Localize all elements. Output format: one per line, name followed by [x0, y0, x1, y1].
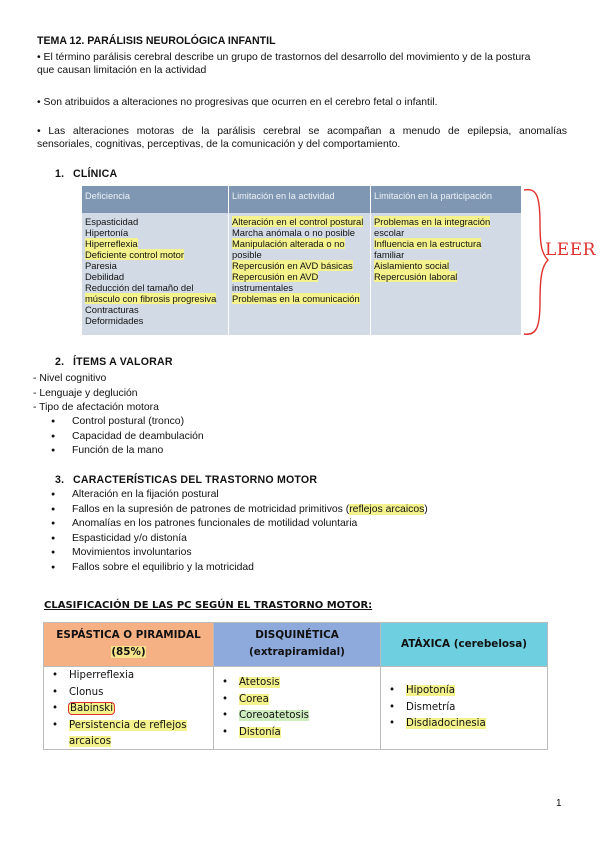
- cell-text: Manipulación alterada o no: [232, 238, 345, 249]
- header-ataxic-label: ATÁXICA (cerebelosa): [401, 638, 527, 650]
- section-1-number: 1.: [55, 168, 65, 180]
- header-spastic-pct-text: (85%): [111, 646, 146, 658]
- list-item-text: ): [424, 503, 428, 515]
- list-item: ● Fallos sobre el equilibrio y la motricidad: [37, 561, 428, 576]
- leer-text: LEER: [545, 240, 596, 260]
- list-item: ● Función de la mano: [37, 444, 204, 459]
- cell: Deformidades: [85, 315, 144, 326]
- header-dyskinetic-sub: (extrapiramidal): [249, 646, 345, 658]
- intro-line-3a: • Las alteraciones motoras de la parálisis cerebral se acompañan a menudo de epilepsia, anomalías: [37, 126, 567, 137]
- list-item: [214, 692, 380, 709]
- cell: [232, 238, 363, 249]
- cell: [85, 249, 216, 260]
- list-item: ● Espasticidad y/o distonía: [37, 532, 428, 547]
- clinical-header-label-1: Deficiencia: [85, 191, 130, 201]
- list-item: • Hiperreflexia: [44, 668, 213, 685]
- list-item: ● Capacidad de deambulación: [37, 430, 204, 445]
- cell-text: Hiperreflexia: [85, 238, 138, 249]
- cell: posible: [232, 249, 262, 260]
- list-item: ● Alteración en la fijación postural: [37, 488, 428, 503]
- list-item-continuation: [44, 734, 213, 751]
- leer-annotation: [520, 184, 595, 339]
- red-bracket: [524, 190, 548, 335]
- list-item: ● Anomalías en los patrones funcionales de motilidad voluntaria: [37, 517, 428, 532]
- list-item-text: Atetosis: [239, 677, 280, 688]
- cell: Marcha anómala o no posible: [232, 227, 355, 238]
- clinical-divider: [228, 186, 229, 335]
- intro-paragraph-1: [37, 51, 567, 77]
- subitems-list: [37, 415, 204, 459]
- list-item-highlight: reflejos arcaicos: [349, 503, 425, 515]
- list-item: • Dismetría: [381, 700, 547, 717]
- cell: Hipertonía: [85, 227, 129, 238]
- cell: [232, 260, 363, 271]
- cell-text: Repercusión en AVD básicas: [232, 260, 353, 271]
- doc-title: TEMA 12. PARÁLISIS NEUROLÓGICA INFANTIL: [37, 35, 276, 47]
- list-item: - Tipo de afectación motora: [33, 402, 159, 414]
- cell-text: Problemas en la comunicación: [232, 293, 360, 304]
- cell: [374, 260, 490, 271]
- list-item: [214, 725, 380, 742]
- classification-table: [43, 622, 548, 750]
- section-2-number: 2.: [55, 356, 65, 368]
- cell: Reducción del tamaño del: [85, 282, 194, 293]
- cell-text: Aislamiento social: [374, 260, 450, 271]
- cell-text: Influencia en la estructura: [374, 238, 482, 249]
- items-list: [33, 372, 159, 416]
- cell: Contracturas: [85, 304, 139, 315]
- list-item: [381, 683, 547, 700]
- cell: Debilidad: [85, 271, 125, 282]
- intro-line-1b: que causan limitación en la actividad: [37, 65, 207, 76]
- list-item: • Clonus: [44, 685, 213, 702]
- list-item: [37, 503, 428, 518]
- babinski-highlight: Babinski: [70, 703, 114, 714]
- list-item-text: Persistencia de reflejos: [69, 719, 187, 731]
- page-number: 1: [556, 798, 562, 809]
- clinical-col-deficiency: [85, 216, 216, 326]
- cell: [232, 216, 363, 227]
- cell: [374, 271, 490, 282]
- list-item-text: Hipotonía: [406, 685, 455, 696]
- list-item: [44, 701, 213, 718]
- cell: [85, 238, 216, 249]
- header-spastic-label: ESPÁSTICA O PIRAMIDAL: [56, 629, 201, 641]
- section-3-heading: CARACTERÍSTICAS DEL TRASTORNO MOTOR: [73, 474, 318, 486]
- classification-title: CLASIFICACIÓN DE LAS PC SEGÚN EL TRASTORNO MOTOR:: [44, 600, 373, 611]
- list-item: [214, 675, 380, 692]
- intro-paragraph-2: • Son atribuidos a alteraciones no progresivas que ocurren en el cerebro fetal o infantil.: [37, 97, 438, 108]
- intro-line-3b: sensoriales, cognitivas, perceptivas, de la comunicación y del comportamiento.: [37, 139, 401, 150]
- list-item: - Nivel cognitivo: [33, 373, 107, 384]
- clinical-divider: [370, 186, 371, 335]
- cell-text: Alteración en el control postural: [232, 216, 364, 227]
- list-item: ● Control postural (tronco): [37, 415, 204, 430]
- list-item-text: Disdiadocinesia: [406, 718, 486, 729]
- cell: [374, 238, 490, 249]
- list-item-text: Distonía: [239, 726, 281, 738]
- cell: [232, 271, 363, 282]
- cell: familiar: [374, 249, 405, 260]
- list-item-text: arcaicos: [69, 736, 112, 747]
- intro-line-1a: • El término parálisis cerebral describe un grupo de trastornos del desarrollo del movimiento y de la postura: [37, 52, 531, 63]
- cell: [85, 293, 216, 304]
- body-dyskinetic: [213, 666, 381, 750]
- motor-traits-list: [37, 488, 428, 576]
- cell: escolar: [374, 227, 405, 238]
- header-dyskinetic-label: DISQUINÉTICA: [255, 629, 339, 641]
- clinical-col-participation: [374, 216, 490, 282]
- list-item: [44, 718, 213, 735]
- clinical-table: [82, 186, 521, 335]
- cell-text: Deficiente control motor: [85, 249, 185, 260]
- cell: [232, 293, 363, 304]
- dyskinetic-list: [214, 667, 380, 741]
- cell: Paresia: [85, 260, 117, 271]
- header-dyskinetic: [213, 622, 381, 667]
- clinical-col-activity: [232, 216, 363, 304]
- section-2-heading: ÍTEMS A VALORAR: [73, 356, 173, 368]
- list-item: [381, 716, 547, 733]
- spastic-list: [44, 667, 213, 751]
- header-spastic-pct: [44, 644, 213, 661]
- section-1-heading: CLÍNICA: [73, 168, 118, 180]
- list-item-text: Coreoatetosis: [239, 710, 309, 721]
- body-ataxic: [380, 666, 548, 750]
- header-spastic: [43, 622, 214, 667]
- list-item-text: Fallos en la supresión de patrones de motricidad primitivos (: [72, 503, 350, 515]
- ataxic-list: [381, 667, 547, 733]
- clinical-header-label-3: Limitación en la participación: [374, 191, 492, 201]
- list-item: - Lenguaje y deglución: [33, 387, 138, 399]
- cell: instrumentales: [232, 282, 293, 293]
- header-ataxic: [380, 622, 548, 667]
- cell-text: músculo con fibrosis progresiva: [85, 293, 217, 304]
- list-item: [214, 708, 380, 725]
- cell-text: Repercusión laboral: [374, 271, 458, 282]
- body-spastic: [43, 666, 214, 750]
- cell-text: Repercusión en AVD: [232, 271, 319, 282]
- cell-text: Problemas en la integración: [374, 216, 491, 227]
- cell: [374, 216, 490, 227]
- cell: Espasticidad: [85, 216, 139, 227]
- intro-paragraph-3: [37, 125, 567, 151]
- section-3-number: 3.: [55, 474, 65, 486]
- list-item: ● Movimientos involuntarios: [37, 546, 428, 561]
- clinical-header-label-2: Limitación en la actividad: [232, 191, 335, 201]
- list-item-text: Corea: [239, 693, 269, 705]
